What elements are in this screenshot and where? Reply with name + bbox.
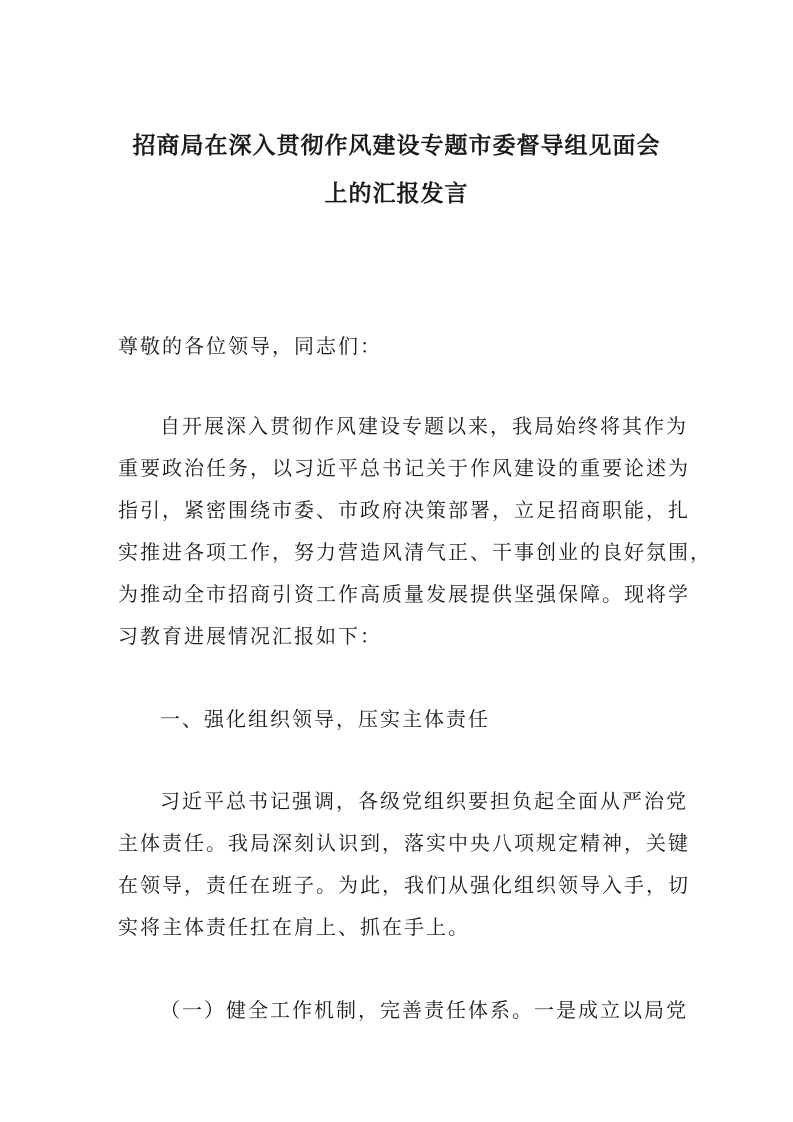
paragraph-1-line-6: 习教育进展情况汇报如下：: [118, 624, 382, 648]
paragraph-3-line-1: （一）健全工作机制，完善责任体系。一是成立以局党: [160, 998, 688, 1022]
document-title-line-2: 上的汇报发言: [324, 181, 469, 207]
paragraph-1-line-3: 指引，紧密围绕市委、市政府决策部署，立足招商职能，扎: [118, 498, 690, 522]
document-title-line-1: 招商局在深入贯彻作风建设专题市委督导组见面会: [132, 133, 661, 159]
paragraph-2-line-4: 实将主体责任扛在肩上、抓在手上。: [118, 915, 470, 939]
paragraph-1-line-4: 实推进各项工作，努力营造风清气正、干事创业的良好氛围，: [118, 540, 712, 564]
paragraph-1-line-5: 为推动全市招商引资工作高质量发展提供坚强保障。现将学: [118, 582, 690, 606]
paragraph-2-line-3: 在领导，责任在班子。为此，我们从强化组织领导入手，切: [118, 873, 690, 897]
paragraph-1-line-1: 自开展深入贯彻作风建设专题以来，我局始终将其作为: [160, 414, 688, 438]
paragraph-2-line-1: 习近平总书记强调，各级党组织要担负起全面从严治党: [160, 789, 688, 813]
section-heading-1: 一、强化组织领导，压实主体责任: [160, 707, 490, 731]
salutation: 尊敬的各位领导，同志们：: [118, 334, 382, 358]
paragraph-1-line-2: 重要政治任务，以习近平总书记关于作风建设的重要论述为: [118, 456, 690, 480]
paragraph-2-line-2: 主体责任。我局深刻认识到，落实中央八项规定精神，关键: [118, 831, 690, 855]
